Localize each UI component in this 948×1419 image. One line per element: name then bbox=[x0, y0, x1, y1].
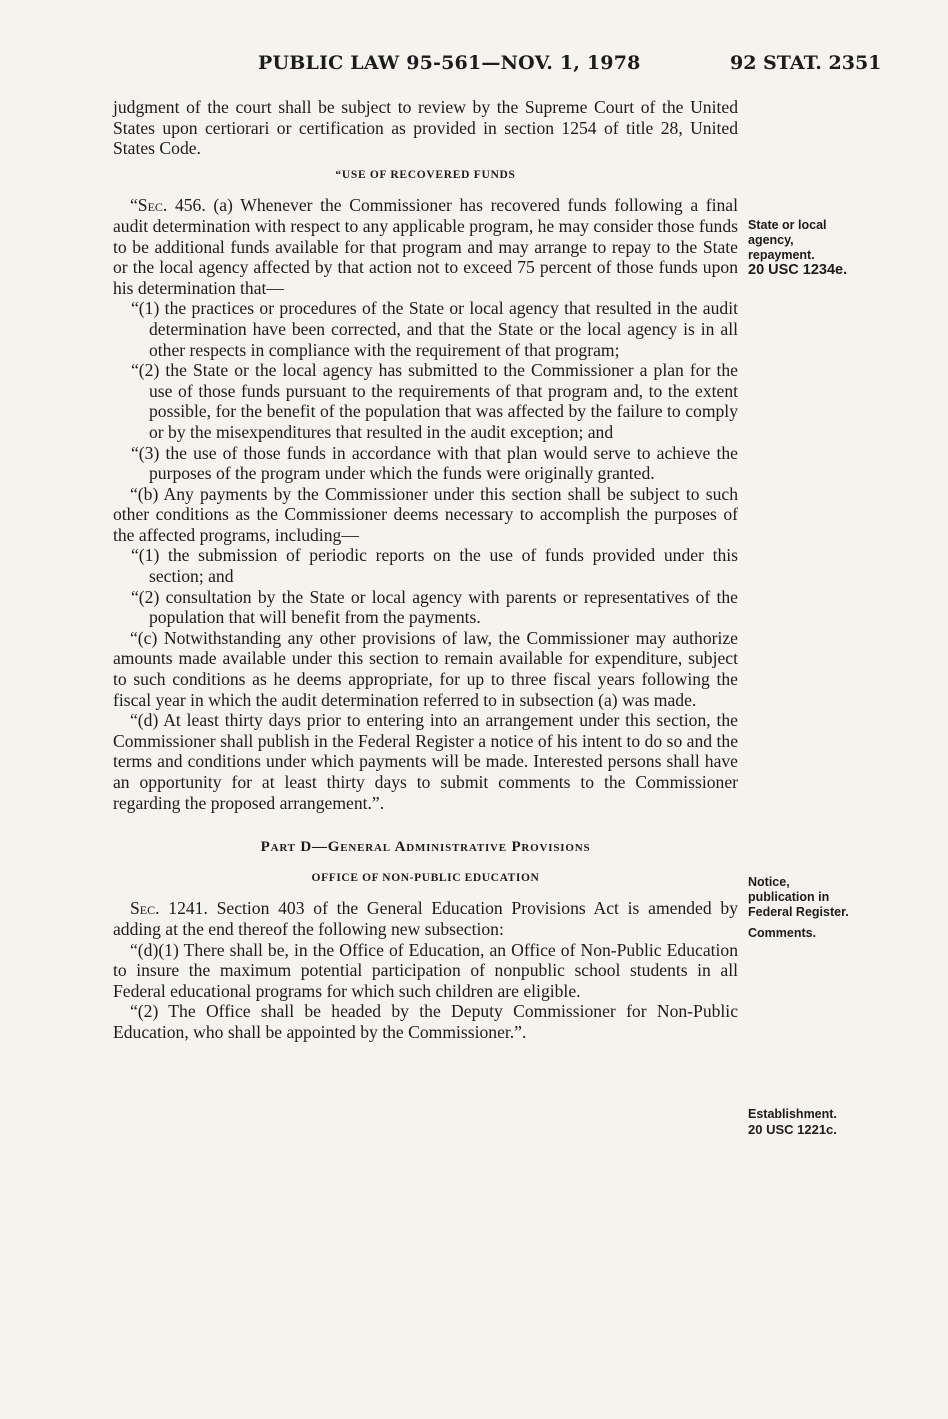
margin-note-usc-code: 20 USC 1221c. bbox=[748, 1122, 837, 1137]
margin-note-repayment bbox=[748, 218, 847, 278]
margin-note-line: Notice, bbox=[748, 875, 790, 889]
paragraph-456-a-2: “(2) the State or the local agency has submitted to the Commissioner a plan for the use of those funds pursuant to the requirements of that program and, to the extent possible, for the benefit of the population that was affected by the failure to comply or by the misexpenditures that resulted in the audit exception; and bbox=[131, 360, 738, 442]
page-header-title: PUBLIC LAW 95-561—NOV. 1, 1978 bbox=[258, 52, 641, 74]
paragraph-456-d: “(d) At least thirty days prior to entering into an arrangement under this section, the Commissioner shall publish in the Federal Register a notice of his intent to do so and the terms and conditions under which payments will be made. Interested persons shall have an opportunity for at least thirty days to submit comments to the Commissioner regarding the proposed arrangement.”. bbox=[113, 710, 738, 813]
margin-note-line: agency, bbox=[748, 233, 794, 247]
paragraph-456-b-2: “(2) consultation by the State or local agency with parents or representatives of the population that will benefit from the payments. bbox=[131, 586, 738, 628]
part-d-heading: Part D—General Administrative Provisions bbox=[260, 839, 591, 856]
paragraph-456-b-1: “(1) the submission of periodic reports on the use of funds provided under this section; and bbox=[131, 545, 738, 587]
page-header-stat: 92 STAT. 2351 bbox=[730, 52, 882, 74]
paragraph-456-c: “(c) Notwithstanding any other provisions of law, the Commissioner may authorize amounts made available under this section to remain available for expenditure, subject to such conditions as he deems appropriate, for up to three fiscal years following the fiscal year in which the audit determination referred to in subsection (a) was made. bbox=[113, 627, 738, 710]
paragraph-1241-d-1: “(d)(1) There shall be, in the Office of Education, an Office of Non-Public Education to insure the maximum potential participation of nonpublic school students in all Federal educational programs for which such children are eligible. bbox=[113, 939, 738, 1001]
margin-note-federal-register bbox=[748, 875, 849, 941]
sec-1241-label: Sec. bbox=[130, 898, 160, 919]
paragraph-continuation: judgment of the court shall be subject to review by the Supreme Court of the United States upon certiorari or certification as provided in section 1254 of title 28, United States Code. bbox=[113, 97, 738, 159]
sec-1241-text: 1241. Section 403 of the General Education Provisions Act is amended by adding at the end thereof the following new subsection: bbox=[113, 898, 738, 939]
paragraph-456-a-1: “(1) the practices or procedures of the State or local agency that resulted in the audit determination have been corrected, and that the State or the local agency is in all other respects in compliance with the requirement of that program; bbox=[131, 298, 738, 360]
margin-note-line: Comments. bbox=[748, 926, 817, 940]
paragraph-456-b: “(b) Any payments by the Commissioner under this section shall be subject to such other conditions as the Commissioner deems necessary to accomplish the purposes of the affected programs, including— bbox=[113, 483, 738, 545]
paragraph-sec-1241 bbox=[113, 898, 738, 939]
paragraph-sec-456 bbox=[113, 195, 738, 298]
margin-note-line: State or local bbox=[748, 218, 827, 232]
paragraph-456-a-3: “(3) the use of those funds in accordance with that plan would serve to achieve the purposes of the program under which the funds were originally granted. bbox=[131, 442, 738, 484]
margin-note-line: Federal Register. bbox=[748, 905, 849, 919]
main-text-column bbox=[113, 97, 738, 1043]
section-heading-recovered-funds: “USE OF RECOVERED FUNDS bbox=[335, 168, 516, 181]
sec-456-label: “Sec. bbox=[130, 195, 168, 216]
margin-note-line: publication in bbox=[748, 890, 830, 904]
margin-note-line: repayment. bbox=[748, 248, 815, 262]
margin-note-usc-code: 20 USC 1234e. bbox=[748, 262, 848, 278]
margin-note-line: Establishment. bbox=[748, 1107, 837, 1121]
paragraph-1241-d-2: “(2) The Office shall be headed by the Deputy Commissioner for Non-Public Education, who shall be appointed by the Commissioner.”. bbox=[113, 1001, 738, 1042]
margin-note-establishment bbox=[748, 1107, 837, 1137]
office-heading: OFFICE OF NON-PUBLIC EDUCATION bbox=[311, 871, 540, 884]
sec-456-text: 456. (a) Whenever the Commissioner has recovered funds following a final audit determination with respect to any applicable program, he may consider those funds to be additional funds available for that program and may arrange to repay to the State or the local agency affected by that action not to exceed 75 percent of those funds upon his determination that— bbox=[113, 195, 738, 298]
